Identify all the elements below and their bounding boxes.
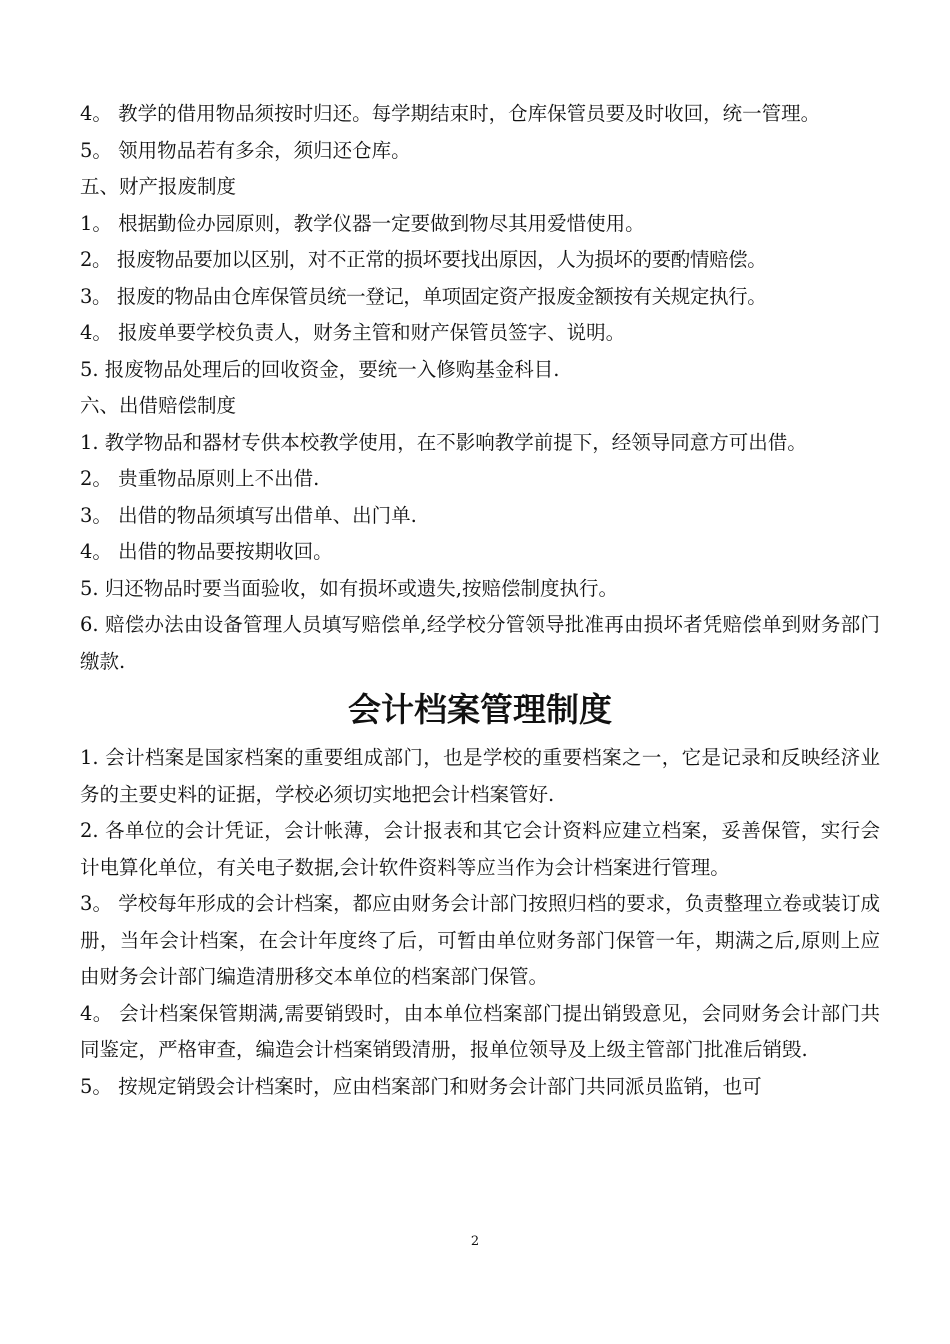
section-heading-scrap: 五、财产报废制度: [80, 175, 237, 198]
paragraph-item: 3。 出借的物品须填写出借单、出门单.: [80, 503, 417, 527]
paragraph-item: 5。 按规定销毁会计档案时，应由档案部门和财务会计部门共同派员监销，也可: [80, 1074, 762, 1098]
paragraph-item: 5. 归还物品时要当面验收，如有损坏或遗失,按赔偿制度执行。: [80, 576, 619, 600]
paragraph-item: 2。 贵重物品原则上不出借.: [80, 467, 320, 490]
paragraph-item: 6. 赔偿办法由设备管理人员填写赔偿单,经学校分管领导批准再由损坏者凭赔偿单到财务部门缴款.: [80, 613, 880, 673]
section-heading-lending: 六、出借赔偿制度: [80, 394, 237, 417]
paragraph-item: 4。 出借的物品要按期收回。: [80, 540, 333, 563]
paragraph-item: 4。 报废单要学校负责人，财务主管和财产保管员签字、说明。: [80, 321, 626, 344]
document-title: 会计档案管理制度: [348, 690, 612, 729]
paragraph-item: 1. 教学物品和器材专供本校教学使用，在不影响教学前提下，经领导同意方可出借。: [80, 430, 807, 454]
paragraph-item: 2。 报废物品要加以区别，对不正常的损坏要找出原因，人为损坏的要酌情赔偿。: [80, 248, 767, 271]
paragraph-item: 3。 学校每年形成的会计档案，都应由财务会计部门按照归档的要求，负责整理立卷或装订成册，当年会计档案，在会计年度终了后，可暂由单位财务部门保管一年，期满之后,原则上应由财务会计部门编造清册移交本单位的档案部门保管。: [80, 892, 880, 988]
document-body: [80, 96, 880, 1105]
paragraph-item: 1。 根据勤俭办园原则，教学仪器一定要做到物尽其用爱惜使用。: [80, 211, 645, 235]
paragraph-item: 1. 会计档案是国家档案的重要组成部门，也是学校的重要档案之一，它是记录和反映经济业务的主要史料的证据，学校必须切实地把会计档案管好.: [80, 746, 880, 806]
paragraph-item: 5。 领用物品若有多余，须归还仓库。: [80, 138, 411, 162]
paragraph-item: 4。 教学的借用物品须按时归还。每学期结束时，仓库保管员要及时收回，统一管理。: [80, 102, 821, 125]
page-number: 2: [470, 1234, 480, 1249]
paragraph-item: 2. 各单位的会计凭证，会计帐薄，会计报表和其它会计资料应建立档案，妥善保管，实行会计电算化单位，有关电子数据,会计软件资料等应当作为会计档案进行管理。: [80, 819, 880, 879]
paragraph-item: 3。 报废的物品由仓库保管员统一登记，单项固定资产报废金额按有关规定执行。: [80, 284, 767, 308]
paragraph-item: 5. 报废物品处理后的回收资金，要统一入修购基金科目.: [80, 357, 560, 381]
paragraph-item: 4。 会计档案保管期满,需要销毁时，由本单位档案部门提出销毁意见，会同财务会计部门共同鉴定，严格审查，编造会计档案销毁清册，报单位领导及上级主管部门批准后销毁.: [80, 1001, 880, 1061]
